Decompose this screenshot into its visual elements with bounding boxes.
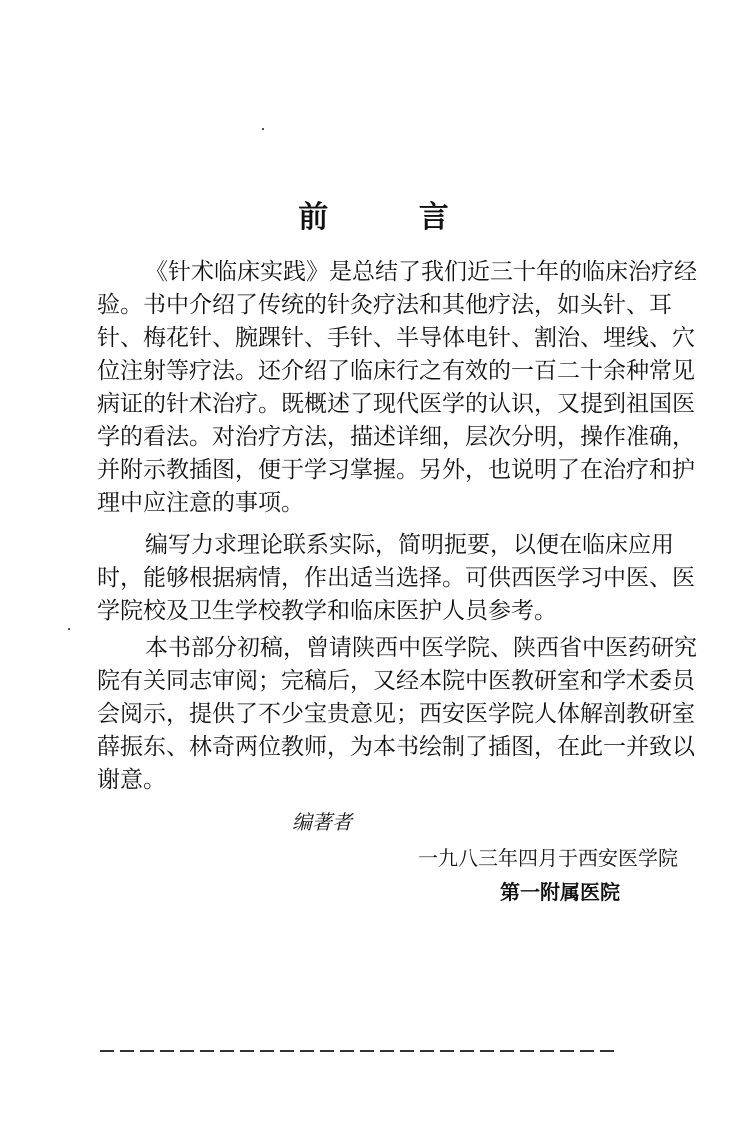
text-line: 学院校及卫生学校教学和临床医护人员参考。 (97, 598, 557, 624)
text-line: 本书部分初稿，曾请陕西中医学院、陕西省中医药研究 (145, 635, 697, 661)
text-line: 病证的针术治疗。既概述了现代医学的认识，又提到祖国医 (97, 391, 695, 417)
scan-speck (262, 128, 264, 130)
text-line: 院有关同志审阅；完稿后，又经本院中医教研室和学术委员 (97, 668, 695, 694)
text-line: 编写力求理论联系实际，简明扼要，以便在临床应用 (145, 532, 674, 558)
text-line: 谢意。 (97, 767, 166, 793)
scan-artifact-rule (100, 1050, 620, 1052)
author-signature: 编著者 (292, 810, 352, 834)
scan-speck (68, 628, 70, 630)
text-line: 理中应注意的事项。 (97, 490, 304, 516)
text-line: 验。书中介绍了传统的针灸疗法和其他疗法，如头针、耳 (97, 292, 672, 318)
date-place: 一九八三年四月于西安医学院 (418, 846, 678, 870)
text-line: 《针术临床实践》是总结了我们近三十年的临床治疗经 (145, 259, 697, 285)
text-line: 时，能够根据病情，作出适当选择。可供西医学习中医、医 (97, 565, 695, 591)
text-line: 薛振东、林奇两位教师，为本书绘制了插图，在此一并致以 (97, 734, 695, 760)
text-line: 针、梅花针、腕踝针、手针、半导体电针、割治、埋线、穴 (97, 325, 695, 351)
text-line: 会阅示，提供了不少宝贵意见；西安医学院人体解剖教研室 (97, 701, 695, 727)
page-title: 前 言 (298, 200, 489, 235)
text-line: 并附示教插图，便于学习掌握。另外，也说明了在治疗和护 (97, 457, 695, 483)
text-line: 位注射等疗法。还介绍了临床行之有效的一百二十余种常见 (97, 358, 695, 384)
text-line: 学的看法。对治疗方法，描述详细，层次分明，操作准确， (97, 424, 695, 450)
institution: 第一附属医院 (500, 880, 620, 904)
